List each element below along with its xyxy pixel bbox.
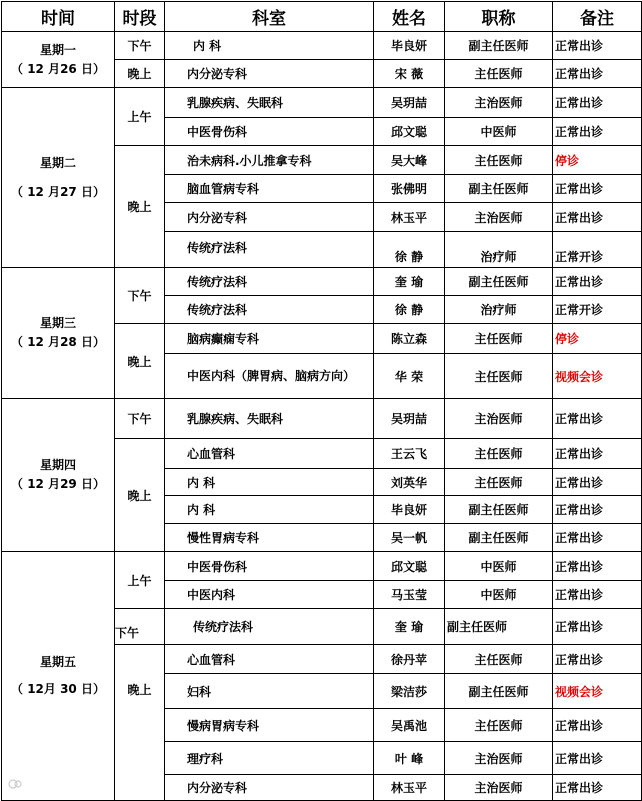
dept-cell: 乳腺疾病、失眠科 [165,399,374,439]
remark-cell: 正常出诊 [553,60,642,88]
title-cell: 主任医师 [445,324,553,354]
day-label: 星期五 [39,655,76,669]
dept-cell: 心血管科 [165,439,374,469]
remark-cell: 正常出诊 [553,203,642,232]
slot-cell: 上午 [115,552,165,609]
dept-cell: 内分泌专科 [165,203,374,232]
name-cell: 叶 峰 [374,742,445,775]
title-cell: 主治医师 [445,399,553,439]
title-cell: 主任医师 [445,645,553,674]
name-cell: 林玉平 [374,775,445,801]
dept-cell: 妇科 [165,674,374,709]
name-cell: 陈立森 [374,324,445,354]
name-cell: 林玉平 [374,203,445,232]
title-cell: 主任医师 [445,469,553,496]
remark-cell: 正常出诊 [553,399,642,439]
name-cell: 奎 瑜 [374,609,445,645]
dept-cell: 内分泌专科 [165,60,374,88]
slot-cell: 上午 [115,88,165,146]
title-cell: 副主任医师 [445,175,553,203]
schedule-table [1,1,642,801]
day-label: 星期四 [39,458,76,472]
remark-cell: 正常出诊 [553,552,642,581]
name-cell: 张佛明 [374,175,445,203]
header-row [2,2,642,32]
header-name: 姓名 [374,2,445,32]
dept-cell: 传统疗法科 [165,268,374,296]
remark-cell: 停诊 [553,324,642,354]
dept-cell: 内 科 [165,496,374,524]
date-label: （ 12 月28 日） [11,335,105,349]
slot-cell: 晚上 [115,645,165,801]
remark-cell: 正常出诊 [553,88,642,118]
day-label: 星期三 [39,316,76,330]
remark-cell: 正常出诊 [553,118,642,146]
remark-cell: 正常出诊 [553,645,642,674]
name-cell: 徐 静 [374,232,445,268]
title-cell: 副主任医师 [445,674,553,709]
day-cell-monday [2,32,115,88]
dept-cell: 中医骨伤科 [165,552,374,581]
name-cell: 梁洁莎 [374,674,445,709]
date-label: （ 12 月27 日） [11,184,105,199]
watermark-logo [8,778,22,793]
name-cell: 奎 瑜 [374,268,445,296]
slot-cell: 下午 [115,268,165,324]
remark-cell: 正常出诊 [553,469,642,496]
title-cell: 主任医师 [445,60,553,88]
dept-cell: 传统疗法科 [165,609,374,645]
table-row [2,268,642,296]
day-cell-thursday [2,399,115,552]
slot-cell: 晚上 [115,324,165,399]
name-cell: 毕良妍 [374,496,445,524]
slot-cell: 下午 [115,399,165,439]
dept-cell: 中医内科 [165,581,374,609]
name-cell: 吴一帆 [374,524,445,552]
dept-cell: 治未病科.小儿推拿专科 [165,146,374,175]
dept-cell: 传统疗法科 [165,232,374,268]
day-label: 星期一 [39,42,76,57]
title-cell: 副主任医师 [445,32,553,60]
title-cell: 主任医师 [445,709,553,742]
title-cell: 中医师 [445,552,553,581]
slot-cell: 下午 [115,609,165,645]
table-row [2,32,642,60]
slot-cell: 晚上 [115,146,165,268]
dept-cell: 传统疗法科 [165,296,374,324]
name-cell: 王云飞 [374,439,445,469]
name-cell: 徐丹苹 [374,645,445,674]
name-cell: 邱文聪 [374,118,445,146]
title-cell: 主治医师 [445,775,553,801]
title-cell: 副主任医师 [445,496,553,524]
title-cell: 主治医师 [445,203,553,232]
name-cell: 邱文聪 [374,552,445,581]
header-remark: 备注 [553,2,642,32]
remark-cell: 视频会诊 [553,674,642,709]
date-label: （ 12 月26 日） [11,61,105,76]
dept-cell: 中医内科（脾胃病、脑病方向） [165,354,374,399]
remark-cell: 停诊 [553,146,642,175]
dept-cell: 脑血管病专科 [165,175,374,203]
remark-cell: 正常出诊 [553,32,642,60]
name-cell: 吴玥喆 [374,399,445,439]
remark-cell: 正常出诊 [553,524,642,552]
dept-cell: 中医骨伤科 [165,118,374,146]
day-cell-friday [2,552,115,801]
title-cell: 副主任医师 [445,268,553,296]
title-cell: 中医师 [445,581,553,609]
header-slot: 时段 [115,2,165,32]
header-title: 职称 [445,2,553,32]
dept-cell: 乳腺疾病、失眠科 [165,88,374,118]
dept-cell: 慢性胃病专科 [165,524,374,552]
name-cell: 宋 薇 [374,60,445,88]
header-time: 时间 [2,2,115,32]
name-cell: 吴大峰 [374,146,445,175]
header-dept: 科室 [165,2,374,32]
title-cell: 主治医师 [445,742,553,775]
title-cell: 中医师 [445,118,553,146]
dept-cell: 脑病癫痫专科 [165,324,374,354]
slot-cell: 晚上 [115,439,165,552]
remark-cell: 正常出诊 [553,439,642,469]
name-cell: 华 荣 [374,354,445,399]
title-cell: 治疗师 [445,232,553,268]
table-row [2,88,642,118]
remark-cell: 正常开诊 [553,232,642,268]
slot-cell: 晚上 [115,60,165,88]
dept-cell: 理疗科 [165,742,374,775]
watermark-icon [8,778,22,790]
remark-cell: 正常出诊 [553,268,642,296]
title-cell: 主任医师 [445,354,553,399]
name-cell: 吴禹池 [374,709,445,742]
remark-cell: 正常出诊 [553,709,642,742]
title-cell: 治疗师 [445,296,553,324]
remark-cell: 视频会诊 [553,354,642,399]
day-cell-wednesday [2,268,115,399]
date-label: （ 12月 30 日） [11,682,105,696]
table-row [2,399,642,439]
remark-cell: 正常出诊 [553,496,642,524]
name-cell: 徐 静 [374,296,445,324]
title-cell: 主任医师 [445,146,553,175]
remark-cell: 正常出诊 [553,609,642,645]
dept-cell: 心血管科 [165,645,374,674]
remark-cell: 正常出诊 [553,581,642,609]
remark-cell: 正常开诊 [553,296,642,324]
remark-cell: 正常出诊 [553,775,642,801]
table-row [2,552,642,581]
title-cell: 主任医师 [445,439,553,469]
name-cell: 毕良妍 [374,32,445,60]
remark-cell: 正常出诊 [553,175,642,203]
title-cell: 副主任医师 [445,524,553,552]
name-cell: 马玉莹 [374,581,445,609]
name-cell: 刘英华 [374,469,445,496]
slot-cell: 下午 [115,32,165,60]
name-cell: 吴玥喆 [374,88,445,118]
dept-cell: 内 科 [165,32,374,60]
dept-cell: 内分泌专科 [165,775,374,801]
date-label: （ 12 月29 日） [11,477,105,491]
day-label: 星期二 [39,155,76,170]
title-cell: 主治医师 [445,88,553,118]
dept-cell: 慢病胃病专科 [165,709,374,742]
remark-cell: 正常出诊 [553,742,642,775]
title-cell: 副主任医师 [445,609,553,645]
dept-cell: 内 科 [165,469,374,496]
day-cell-tuesday [2,88,115,268]
